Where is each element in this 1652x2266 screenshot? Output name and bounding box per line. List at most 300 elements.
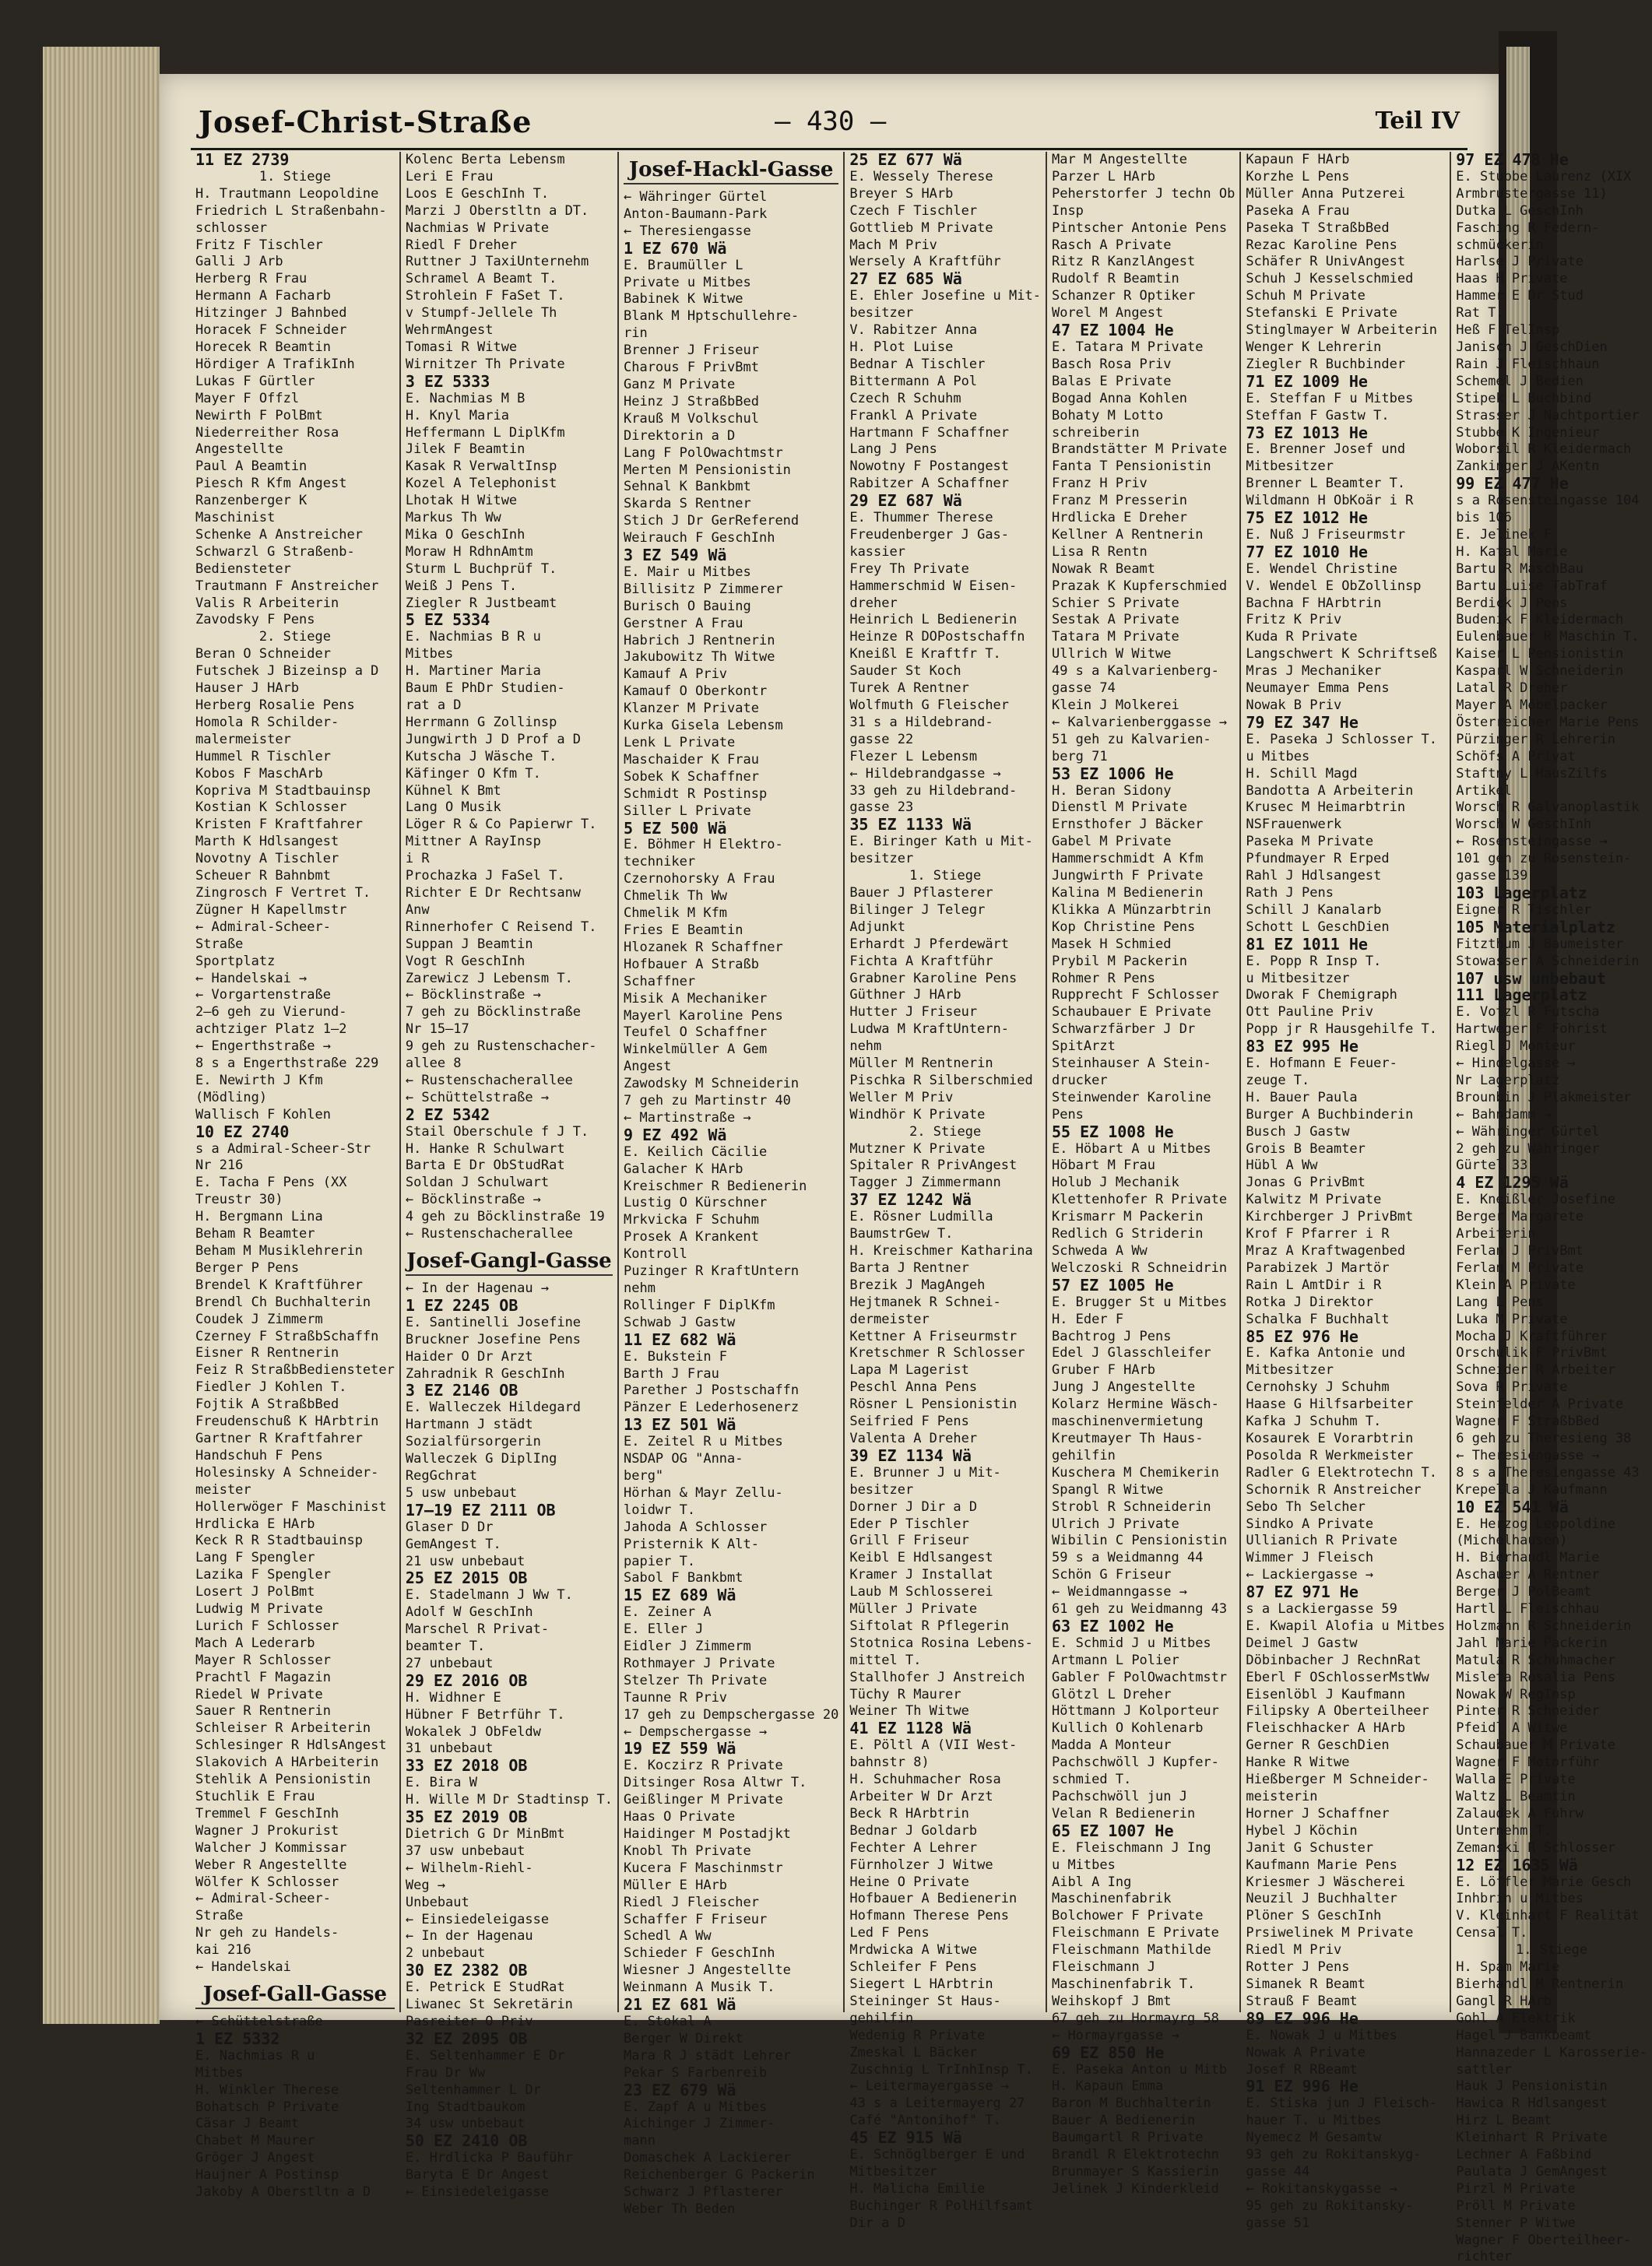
directory-entry: Steffan F Gastw T. (1246, 407, 1390, 423)
directory-entry: Zmeskal L Bäcker (849, 2044, 978, 2060)
house-number-heading: 111 Lagerplatz (1456, 985, 1587, 1005)
directory-entry: Haase G Hilfsarbeiter (1246, 1396, 1414, 1413)
directory-entry: ← Lackiergasse → (1246, 1567, 1374, 1583)
directory-entry: E. Wendel Christine (1246, 560, 1397, 577)
directory-entry: Wallisch F Kohlen (195, 1106, 331, 1122)
house-number-heading: 17—19 EZ 2111 OB (405, 1500, 556, 1519)
directory-entry: Sindko A Private (1246, 1516, 1374, 1532)
directory-entry: Schweda A Ww (1051, 1243, 1148, 1259)
directory-entry: Siegert L HArbtrin (849, 1976, 993, 1992)
directory-entry: Fasching R Federn- (1456, 220, 1600, 236)
directory-entry: Zingrosch F Vertret T. (195, 884, 371, 901)
directory-entry: Sebo Th Selcher (1246, 1498, 1366, 1515)
directory-entry: Kirchberger J PrivBmt (1246, 1209, 1414, 1225)
directory-entry: Hagel J Bankbeamt (1456, 2027, 1592, 2043)
directory-entry: E. Thummer Therese (849, 510, 993, 526)
directory-entry: Kalina M Bedienerin (1051, 884, 1204, 901)
directory-entry: Hauser J HArb (195, 680, 300, 697)
directory-entry: Riedel W Private (195, 1686, 323, 1702)
house-number-heading: 63 EZ 1002 He (1051, 1616, 1174, 1635)
directory-entry: Mar M Angestellte (1051, 152, 1187, 167)
directory-entry: ← Theresiengasse (623, 223, 751, 239)
directory-entry: ← Engerthstraße → (195, 1038, 331, 1055)
directory-entry: Lukas F Gürtler (195, 373, 315, 389)
directory-entry: Freudenschuß K HArbtrin (195, 1414, 379, 1430)
directory-entry: Gürtel 33 (1456, 1158, 1528, 1174)
directory-entry: Bolchower F Private (1051, 1908, 1204, 1924)
directory-entry: Worsch R Galvanoplastik (1456, 799, 1640, 816)
directory-entry: Marzi J Oberstltn a DT. (405, 202, 589, 219)
directory-entry: Lang J Pens (849, 441, 937, 458)
house-number-heading: 37 EZ 1242 Wä (849, 1190, 972, 1210)
directory-entry: Busch J Gastw (1246, 1123, 1350, 1140)
directory-entry: Gröger J Angest (195, 2150, 315, 2166)
directory-entry: NSFrauenwerk (1246, 817, 1342, 833)
directory-entry: allee 8 (405, 1056, 462, 1072)
directory-entry: Fries E Beamtin (623, 922, 743, 938)
directory-entry: Paseka T StraßbBed (1246, 220, 1390, 236)
house-number-heading: 87 EZ 971 He (1246, 1583, 1359, 1602)
directory-entry: E. Walleczek Hildegard (405, 1400, 582, 1416)
directory-entry: Rotter J Pens (1246, 1959, 1350, 1976)
directory-entry: Grabner Karoline Pens (849, 970, 1018, 986)
directory-column-3 (619, 152, 845, 2217)
directory-entry: Fleischmann E Private (1051, 1925, 1219, 1941)
directory-entry: Heine O Private (849, 1874, 969, 1890)
directory-entry: Popp jr R Hausgehilfe T. (1246, 1021, 1438, 1038)
directory-entry: Walcher J Kommissar (195, 1839, 347, 1856)
directory-entry: Mraz A Kraftwagenbed (1246, 1243, 1406, 1259)
directory-entry: Beham R Beamter (195, 1226, 315, 1242)
directory-entry: Janit G Schuster (1246, 1839, 1374, 1856)
directory-entry: E. Tacha F Pens (XX (195, 1175, 347, 1191)
directory-entry: Stowasser A Schneiderin (1456, 953, 1640, 969)
house-number-heading: 79 EZ 347 He (1246, 712, 1359, 732)
directory-entry: Rain L AmtDir i R (1246, 1277, 1382, 1293)
directory-column-2 (401, 152, 619, 2201)
directory-entry: Siftolat R Pflegerin (849, 1618, 1010, 1634)
directory-entry: Hanke R Witwe (1246, 1755, 1350, 1771)
directory-entry: Holub J Mechanik (1051, 1175, 1179, 1191)
directory-entry: bahnstr 8) (849, 1755, 930, 1771)
directory-entry: Sturm L Buchprüf T. (405, 560, 557, 577)
directory-entry: Nr 15—17 (405, 1021, 469, 1038)
directory-entry: ← Theresiengasse → (1456, 1447, 1600, 1463)
directory-entry: Matula R Schuhmacher (1456, 1652, 1615, 1668)
directory-entry: Adjunkt (849, 919, 905, 935)
directory-entry: meister (195, 1481, 251, 1498)
directory-entry: Bittermann A Pol (849, 373, 978, 389)
directory-entry: Hörhan & Mayr Zellu- (623, 1484, 783, 1501)
directory-entry: ← Rosensteingasse → (1456, 834, 1608, 850)
directory-entry: Grill F Friseur (849, 1533, 969, 1549)
directory-entry: E. Höbart A u Mitbes (1051, 1140, 1211, 1157)
directory-entry: Riedl M Priv (1246, 1942, 1342, 1959)
directory-entry: maschinenvermietung (1051, 1414, 1204, 1430)
directory-entry: Stuchlik E Frau (195, 1789, 315, 1804)
directory-entry: loidwr T. (623, 1502, 696, 1518)
house-number-heading: 11 EZ 2739 (195, 150, 290, 169)
directory-entry: Rudolf R Beamtin (1051, 271, 1179, 287)
directory-entry: Chmelik M Kfm (623, 905, 728, 922)
house-number-heading: 25 EZ 2015 OB (405, 1569, 528, 1588)
directory-entry: Rothmayer J Private (623, 1655, 775, 1671)
directory-entry: gasse 22 (849, 731, 914, 747)
directory-entry: Pinter R Schneider (1456, 1703, 1600, 1720)
directory-entry: Rupprecht F Schlosser (1051, 987, 1219, 1003)
directory-entry: Cäsar J Beamt (195, 2116, 300, 2132)
directory-entry: E. Zeitel R u Mitbes (623, 1434, 783, 1450)
directory-entry: Lechner A Faßbind (1456, 2147, 1592, 2163)
directory-entry: Tomasi R Witwe (405, 339, 518, 355)
directory-entry: Strasser J Nachtportier (1456, 407, 1640, 423)
directory-entry: Treustr 30) (195, 1192, 283, 1208)
directory-entry: Weiß J Pens T. (405, 578, 518, 594)
directory-entry: Hutter J Friseur (849, 1004, 978, 1021)
directory-entry: V. Rabitzer Anna (849, 322, 978, 339)
directory-entry: Eulenbauer R Maschin T. (1456, 629, 1640, 645)
directory-entry: ← Währinger Gürtel (623, 189, 768, 205)
directory-entry: Wimmer J Fleisch (1246, 1550, 1374, 1566)
directory-entry: Rollinger F DiplKfm (623, 1297, 775, 1313)
directory-entry: Jonas G PrivBmt (1246, 1175, 1366, 1191)
house-number-heading: 85 EZ 976 He (1246, 1326, 1359, 1346)
directory-entry: E. Herzog Leopoldine (1456, 1516, 1615, 1532)
house-number-heading: 73 EZ 1013 He (1246, 423, 1368, 442)
directory-entry: Mrdwicka A Witwe (849, 1942, 978, 1959)
directory-entry: 33 geh zu Hildebrand- (849, 782, 1018, 799)
directory-entry: Maschaider K Frau (623, 751, 759, 768)
directory-entry: E. Fleischmann J Ing (1051, 1839, 1211, 1856)
directory-entry: Jungwirth J D Prof a D (405, 731, 582, 747)
directory-entry: ← Einsiedeleigasse (405, 2184, 550, 2201)
directory-entry: Scheuer R Bahnbmt (195, 868, 331, 884)
directory-entry: Rain J Fleischhaun (1456, 356, 1600, 372)
directory-entry: Bandotta A Arbeiterin (1246, 782, 1414, 799)
directory-entry: 9 geh zu Rustenschacher- (405, 1038, 597, 1055)
directory-entry: besitzer (849, 305, 914, 321)
directory-entry: Schwarzfärber J Dr (1051, 1021, 1196, 1038)
directory-column-1 (191, 150, 401, 2201)
directory-entry: Walla E Private (1456, 1772, 1576, 1788)
directory-entry: Zalaudek A Fuhrw (1456, 1805, 1584, 1822)
directory-entry: E. Wessely Therese (849, 168, 993, 184)
directory-entry: schmückerin (1456, 237, 1544, 253)
directory-entry: Freudenberger J Gas- (849, 526, 1010, 543)
directory-entry: gehilfin (849, 2010, 914, 2026)
directory-entry: Steininger St Haus- (849, 1993, 1001, 2009)
directory-entry: Schill J Kanalarb (1246, 901, 1382, 918)
house-number-heading: 75 EZ 1012 He (1246, 508, 1368, 528)
directory-entry: Worsch W GeschInh (1456, 817, 1592, 833)
directory-entry: Nowak W RegInsp (1456, 1686, 1576, 1702)
directory-entry: Keck R R Stadtbauinsp (195, 1533, 363, 1549)
directory-entry: Stenner P Witwe (1456, 2215, 1576, 2231)
directory-entry: Lang F Spengler (195, 1550, 315, 1566)
directory-entry: Weber R Angestellte (195, 1857, 347, 1873)
directory-entry: Bruckner Josefine Pens (405, 1331, 582, 1347)
directory-entry: Maschinenfabrik (1051, 1891, 1172, 1907)
directory-entry: H. Bauer Paula (1246, 1089, 1358, 1105)
directory-entry: Billisitz P Zimmerer (623, 581, 783, 597)
directory-entry: Hammerschmidt A Kfm (1051, 851, 1204, 867)
directory-entry: 101 geh zu Rosenstein- (1456, 851, 1632, 867)
directory-entry: Kucera F Maschinmstr (623, 1860, 783, 1876)
directory-entry: E. Böhmer H Elektro- (623, 837, 783, 853)
directory-entry: Riegl J Monteur (1456, 1038, 1576, 1055)
directory-entry: Arbeiter W Dr Arzt (849, 1789, 993, 1804)
directory-entry: Café "Antonihof" T. (849, 2113, 1001, 2129)
directory-entry: Krismarr M Packerin (1051, 1209, 1204, 1225)
house-number-heading: 45 EZ 915 Wä (849, 2128, 962, 2148)
directory-entry: Korzhe L Pens (1246, 168, 1350, 184)
directory-entry: E. Hrdlicka P Bauführ (405, 2150, 573, 2166)
directory-entry: hauer T. u Mitbes (1246, 2113, 1382, 2129)
house-number-heading: 91 EZ 996 He (1246, 2077, 1359, 2096)
directory-entry: Dorner J Dir a D (849, 1498, 978, 1515)
directory-entry: H. Widhner E (405, 1689, 501, 1706)
house-number-heading: 35 EZ 1133 Wä (849, 815, 972, 834)
house-number-heading: 69 EZ 850 He (1051, 2043, 1165, 2062)
directory-entry: Hejtmanek R Schnei- (849, 1294, 1001, 1310)
directory-entry: Nr 216 (195, 1158, 244, 1174)
directory-entry: schmied T. (1051, 1772, 1132, 1788)
directory-entry: Unternehm T. (1456, 1822, 1552, 1839)
directory-entry: Sestak A Private (1051, 612, 1179, 628)
house-number-heading: 10 EZ 2740 (195, 1122, 290, 1141)
directory-entry: Schmidt R Postinsp (623, 785, 768, 802)
directory-entry: Brendel K Kraftführer (195, 1277, 363, 1293)
directory-entry: Mutzner K Private (849, 1140, 986, 1157)
directory-entry: Stinglmayer W Arbeiterin (1246, 322, 1438, 339)
directory-entry: E. Newirth J Kfm (195, 1072, 323, 1088)
directory-entry: ← Rokitanskygasse → (1246, 2180, 1397, 2197)
directory-entry: Beham M Musiklehrerin (195, 1243, 363, 1259)
directory-entry: Misleta Rosalia Pens (1456, 1669, 1615, 1685)
directory-entry: mann (623, 2133, 656, 2149)
directory-entry: Teufel O Schaffner (623, 1024, 768, 1041)
directory-entry: Private u Mitbes (623, 274, 751, 290)
directory-entry: Lazika F Spengler (195, 1567, 331, 1583)
book-page-edges (43, 47, 160, 2024)
directory-entry: Hofbauer A Straßb (623, 956, 759, 972)
directory-entry: 2—6 geh zu Vierund- (195, 1004, 347, 1021)
directory-entry: Insp (1051, 202, 1084, 219)
directory-entry: H. Beran Sidony (1051, 782, 1172, 799)
directory-column-4 (845, 150, 1047, 2231)
directory-entry: Rahl J Hdlsangest (1246, 868, 1382, 884)
directory-entry: Pristernik K Alt- (623, 1536, 759, 1552)
directory-entry: Aibl A Ing (1051, 1874, 1132, 1890)
directory-entry: Jung J Angestellte (1051, 1379, 1196, 1396)
stairwell-heading: 1. Stiege (909, 868, 982, 884)
directory-entry: E. Zapf A u Mitbes (623, 2099, 768, 2115)
directory-entry: Fiedler J Kohlen T. (195, 1379, 347, 1396)
directory-entry: Budenik F Kleidermach (1456, 612, 1624, 628)
directory-entry: Gottlieb M Private (849, 220, 993, 236)
directory-entry: H. Schuhmacher Rosa (849, 1772, 1001, 1788)
directory-entry: Steinwender Karoline (1051, 1089, 1211, 1105)
directory-entry: Buchinger R PolHilfsamt (849, 2197, 1033, 2214)
directory-entry: Berger W Direkt (623, 2030, 743, 2046)
directory-entry: Laub M Schlosserei (849, 1584, 993, 1600)
directory-entry: Flezer L Lebensm (849, 748, 978, 764)
directory-entry: Strohlein F FaSet T. (405, 288, 565, 304)
directory-entry: E. Bukstein F (623, 1348, 728, 1365)
directory-entry: Parzer L HArb (1051, 168, 1156, 184)
directory-entry: E. Eller J (623, 1621, 704, 1638)
directory-entry: Schenke A Anstreicher (195, 526, 363, 543)
directory-entry: Döbinbacher J RechnRat (1246, 1652, 1422, 1668)
directory-entry: Ziegler R Justbeamt (405, 595, 557, 611)
directory-entry: Bednar J Goldarb (849, 1822, 978, 1839)
directory-entry: Kopriva M Stadtbauinsp (195, 782, 371, 799)
directory-entry: s a Rosensteingasse 104 (1456, 493, 1640, 509)
directory-entry: Riedl J Fleischer (623, 1894, 759, 1910)
directory-entry: Herrmann G Zollinsp (405, 714, 557, 730)
directory-entry: (Mödling) (195, 1089, 268, 1105)
directory-entry: ← Einsiedeleigasse (405, 1911, 550, 1927)
directory-entry: Zuschnig L TrInhInsp T. (849, 2061, 1033, 2078)
directory-entry: Mayer R Schlosser (195, 1652, 331, 1668)
directory-entry: ← Böcklinstraße → (405, 987, 541, 1003)
directory-entry: Eigner R Tischler (1456, 901, 1592, 918)
directory-entry: Weller M Priv (849, 1089, 954, 1105)
directory-entry: Misik A Mechaniker (623, 990, 768, 1007)
directory-entry: Galli J Arb (195, 254, 283, 270)
directory-entry: Merten M Pensionistin (623, 462, 791, 478)
directory-entry: E. Brugger St u Mitbes (1051, 1294, 1228, 1310)
directory-entry: E. Nachmias M B (405, 390, 525, 406)
directory-entry: Armbrustergasse 11) (1456, 185, 1608, 202)
directory-entry: ← Bahndamm → (1456, 1106, 1552, 1122)
directory-entry: Basch Rosa Priv (1051, 356, 1172, 372)
directory-entry: Berger Margarete (1456, 1209, 1584, 1225)
directory-entry: H. Trautmann Leopoldine (195, 185, 379, 202)
directory-entry: Horner J Schaffner (1246, 1805, 1390, 1822)
directory-entry: Schemel J Bedien (1456, 373, 1584, 389)
directory-entry: Kasparl W Schneiderin (1456, 663, 1624, 680)
directory-entry: H. Knyl Maria (405, 407, 509, 423)
directory-entry: E. Stokal A (623, 2013, 712, 2029)
directory-entry: Keibl E Hdlsangest (849, 1550, 993, 1566)
directory-entry: H. Winkler Therese (195, 2082, 339, 2098)
directory-entry: dreher (849, 595, 898, 611)
directory-entry: Steinfelder A Private (1456, 1396, 1624, 1413)
directory-entry: Güthner J HArb (849, 987, 961, 1003)
directory-entry: Klein J Molkerei (1051, 697, 1179, 713)
directory-entry: Hübner F Betrführ T. (405, 1706, 565, 1723)
directory-entry: Schleifer F Pens (849, 1959, 978, 1976)
directory-entry: 2 unbebaut (405, 1945, 486, 1962)
directory-entry: Vogt R GeschInh (405, 953, 525, 969)
directory-entry: Ruttner J TaxiUnternehm (405, 254, 589, 270)
directory-entry: Brezik J MagAngeh (849, 1277, 986, 1293)
directory-entry: Plöner S GeschInh (1246, 1908, 1382, 1924)
directory-entry: ← Handelskai → (195, 970, 308, 986)
directory-entry: zeuge T. (1246, 1072, 1310, 1088)
directory-entry: Gerstner A Frau (623, 615, 743, 631)
directory-entry: 61 geh zu Weidmanng 43 (1051, 1601, 1228, 1618)
directory-entry: v Stumpf-Jellele Th (405, 305, 557, 321)
directory-entry: Müller J Private (849, 1601, 978, 1618)
house-number-heading: 12 EZ 1635 Wä (1456, 1855, 1578, 1874)
directory-entry: Kamauf A Priv (623, 666, 728, 683)
directory-entry: Ludwa M KraftUntern- (849, 1021, 1010, 1038)
directory-entry: Eidler J Zimmerm (623, 1639, 751, 1655)
directory-entry: Paulata J GemAngest (1456, 2163, 1608, 2180)
directory-entry: Zarewicz J Lebensm T. (405, 970, 573, 986)
directory-entry: rat a D (405, 697, 462, 713)
directory-entry: E. Stubbe Laurenz (XIX (1456, 168, 1632, 184)
directory-entry: Eisner R Rentnerin (195, 1345, 339, 1361)
directory-entry: Schedl A Ww (623, 1928, 712, 1945)
directory-entry: Weg → (405, 1877, 446, 1893)
directory-entry: Brounbin J Plakmeister (1456, 1089, 1632, 1105)
house-number-heading: 1 EZ 5332 (195, 2029, 280, 2048)
directory-entry: Stallhofer J Anstreich (849, 1669, 1025, 1685)
street-heading: Josef-Gangl-Gasse (406, 1248, 613, 1276)
directory-entry: besitzer (849, 1481, 914, 1498)
house-number-heading: 81 EZ 1011 He (1246, 934, 1368, 954)
directory-entry: Heffermann L DiplKfm (405, 424, 565, 441)
directory-entry: Hauk J Pensionistin (1456, 2078, 1608, 2095)
directory-entry: Leri E Frau (405, 168, 494, 184)
directory-entry: gasse 51 (1246, 2215, 1310, 2231)
directory-entry: Welczoski R Schneidrin (1051, 1259, 1228, 1276)
directory-entry: Kreischmer R Bedienerin (623, 1178, 807, 1194)
directory-entry: schlosser (195, 220, 268, 236)
directory-entry: Valis R Arbeiterin (195, 595, 339, 611)
directory-entry: Zemanski R Schlosser (1456, 1839, 1615, 1856)
directory-entry: Fleischmann Mathilde (1051, 1942, 1211, 1959)
directory-entry: Rath J Pens (1246, 884, 1334, 901)
directory-entry: Unbebaut (405, 1894, 469, 1910)
directory-entry: Hlozanek R Schaffner (623, 939, 783, 955)
directory-entry: E. Mair u Mitbes (623, 564, 751, 580)
directory-entry: Lustig O Kürschner (623, 1195, 768, 1211)
directory-entry: Ernsthofer J Bäcker (1051, 817, 1204, 833)
directory-entry: Winkelmüller A Gem (623, 1042, 768, 1058)
directory-entry: Franz H Priv (1051, 476, 1148, 492)
directory-entry: Arbeiterin (1456, 1226, 1536, 1242)
directory-entry: Kriesmer J Wäscherei (1246, 1874, 1406, 1890)
directory-entry: Mitbes (405, 646, 454, 662)
directory-entry: Aschauer A Rentner (1456, 1567, 1600, 1583)
directory-entry: E. Nowak J u Mitbes (1246, 2027, 1397, 2043)
directory-entry: Gruber F HArb (1051, 1362, 1156, 1379)
directory-entry: 59 s a Weidmanng 44 (1051, 1550, 1204, 1566)
directory-entry: Glaser D Dr (405, 1519, 494, 1535)
directory-entry: Tatara M Private (1051, 629, 1179, 645)
directory-entry: Stubbe K Ingenieur (1456, 424, 1600, 441)
directory-entry: Berger P Pens (195, 1259, 300, 1276)
directory-entry: Haujner A Postinsp (195, 2167, 339, 2183)
directory-entry: Weirauch F GeschInh (623, 530, 775, 546)
directory-entry: ← In der Hagenau (405, 1928, 533, 1945)
directory-entry: Ganz M Private (623, 376, 736, 392)
directory-entry: Lhotak H Witwe (405, 493, 518, 509)
directory-entry: u Mitbesitzer (1246, 970, 1350, 986)
directory-entry: u Mitbes (1051, 1857, 1116, 1873)
directory-entry: Moraw H RdhnAmtm (405, 543, 533, 560)
directory-entry: 95 geh zu Rokitansky- (1246, 2197, 1414, 2214)
directory-entry: Novotny A Tischler (195, 851, 339, 867)
directory-entry: Slakovich A HArbeiterin (195, 1755, 379, 1771)
directory-entry: gasse 44 (1246, 2163, 1310, 2180)
directory-entry: Heinz J StraßbBed (623, 393, 759, 409)
directory-entry: Herberg R Frau (195, 271, 308, 287)
